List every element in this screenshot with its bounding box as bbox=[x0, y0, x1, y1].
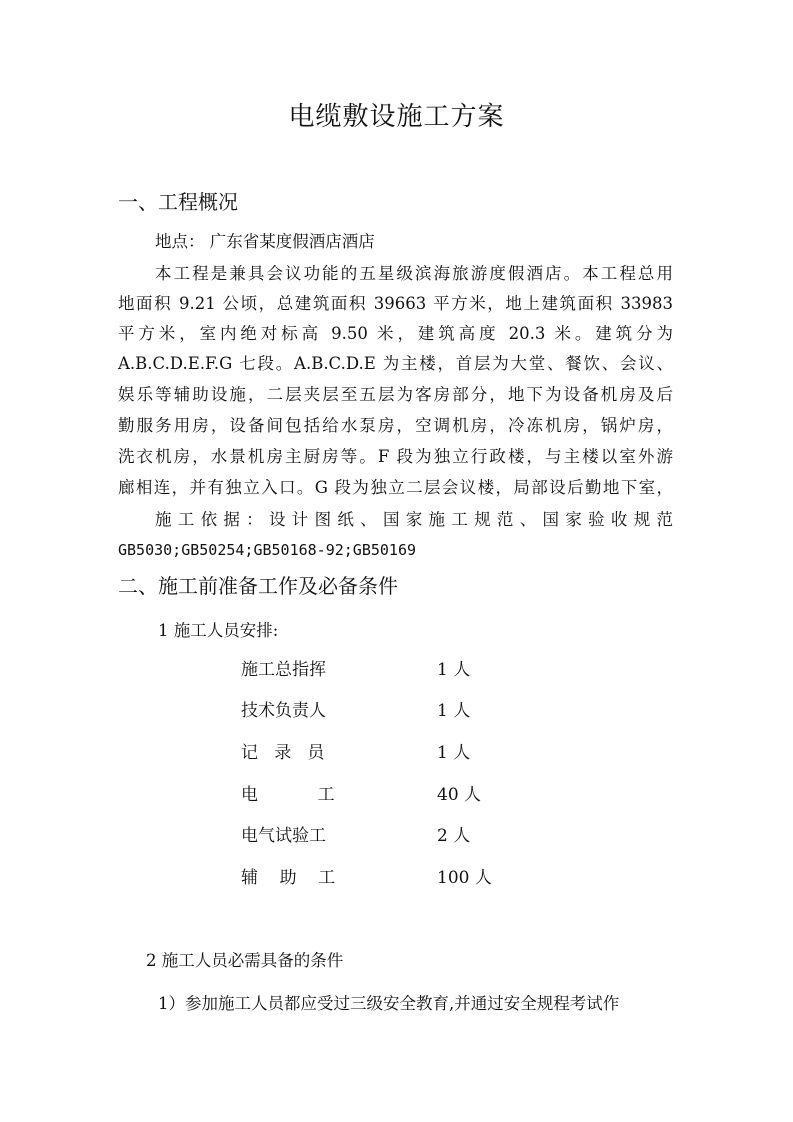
paragraph-line: 廊相连，并有独立入口。G 段为独立二层会议楼，局部设后勤地下室， bbox=[118, 478, 673, 497]
staff-role: 施工总指挥 bbox=[241, 660, 326, 680]
paragraph-line: 洗衣机房，水景机房主厨房等。F 段为独立行政楼，与主楼以室外游 bbox=[118, 447, 673, 466]
basis-line: 施工依据：设计图纸、国家施工规范、国家验收规范 bbox=[155, 510, 673, 529]
paragraph-line: 平方米，室内绝对标高 9.50 米，建筑高度 20.3 米。建筑分为 bbox=[118, 324, 673, 343]
document-title: 电缆敷设施工方案 bbox=[288, 102, 505, 132]
staff-role: 电 工 bbox=[241, 785, 335, 805]
staff-role: 技术负责人 bbox=[241, 701, 326, 721]
basis-standards: GB5030;GB50254;GB50168-92;GB50169 bbox=[118, 541, 417, 559]
subheading-staff-arrangement: 1 施工人员安排: bbox=[158, 621, 279, 640]
staff-count: 2 人 bbox=[437, 826, 471, 846]
paragraph-line: A.B.C.D.E.F.G 七段。A.B.C.D.E 为主楼，首层为大堂、餐饮、会议、 bbox=[118, 354, 673, 373]
staff-role: 记 录 员 bbox=[241, 743, 325, 763]
staff-count: 1 人 bbox=[437, 743, 471, 763]
section-heading-preparation: 二、施工前准备工作及必备条件 bbox=[118, 574, 398, 598]
location-line: 地点： 广东省某度假酒店酒店 bbox=[155, 232, 375, 251]
paragraph-line: 本工程是兼具会议功能的五星级滨海旅游度假酒店。本工程总用 bbox=[155, 264, 673, 283]
staff-count: 40 人 bbox=[437, 785, 482, 805]
section-heading-overview: 一、工程概况 bbox=[118, 190, 238, 214]
staff-count: 1 人 bbox=[437, 660, 471, 680]
staff-count: 100 人 bbox=[437, 868, 492, 888]
requirement-item: 1）参加施工人员都应受过三级安全教育,并通过安全规程考试作 bbox=[158, 994, 620, 1013]
subheading-staff-requirements: 2 施工人员必需具备的条件 bbox=[146, 951, 344, 970]
staff-count: 1 人 bbox=[437, 701, 471, 721]
paragraph-line: 地面积 9.21 公顷，总建筑面积 39663 平方米，地上建筑面积 33983 bbox=[118, 294, 673, 313]
paragraph-line: 勤服务用房，设备间包括给水泵房，空调机房，冷冻机房，锅炉房， bbox=[118, 416, 673, 435]
paragraph-line: 娱乐等辅助设施，二层夹层至五层为客房部分，地下为设备机房及后 bbox=[118, 385, 673, 404]
staff-role: 辅 助 工 bbox=[241, 868, 336, 888]
staff-role: 电气试验工 bbox=[241, 826, 326, 846]
